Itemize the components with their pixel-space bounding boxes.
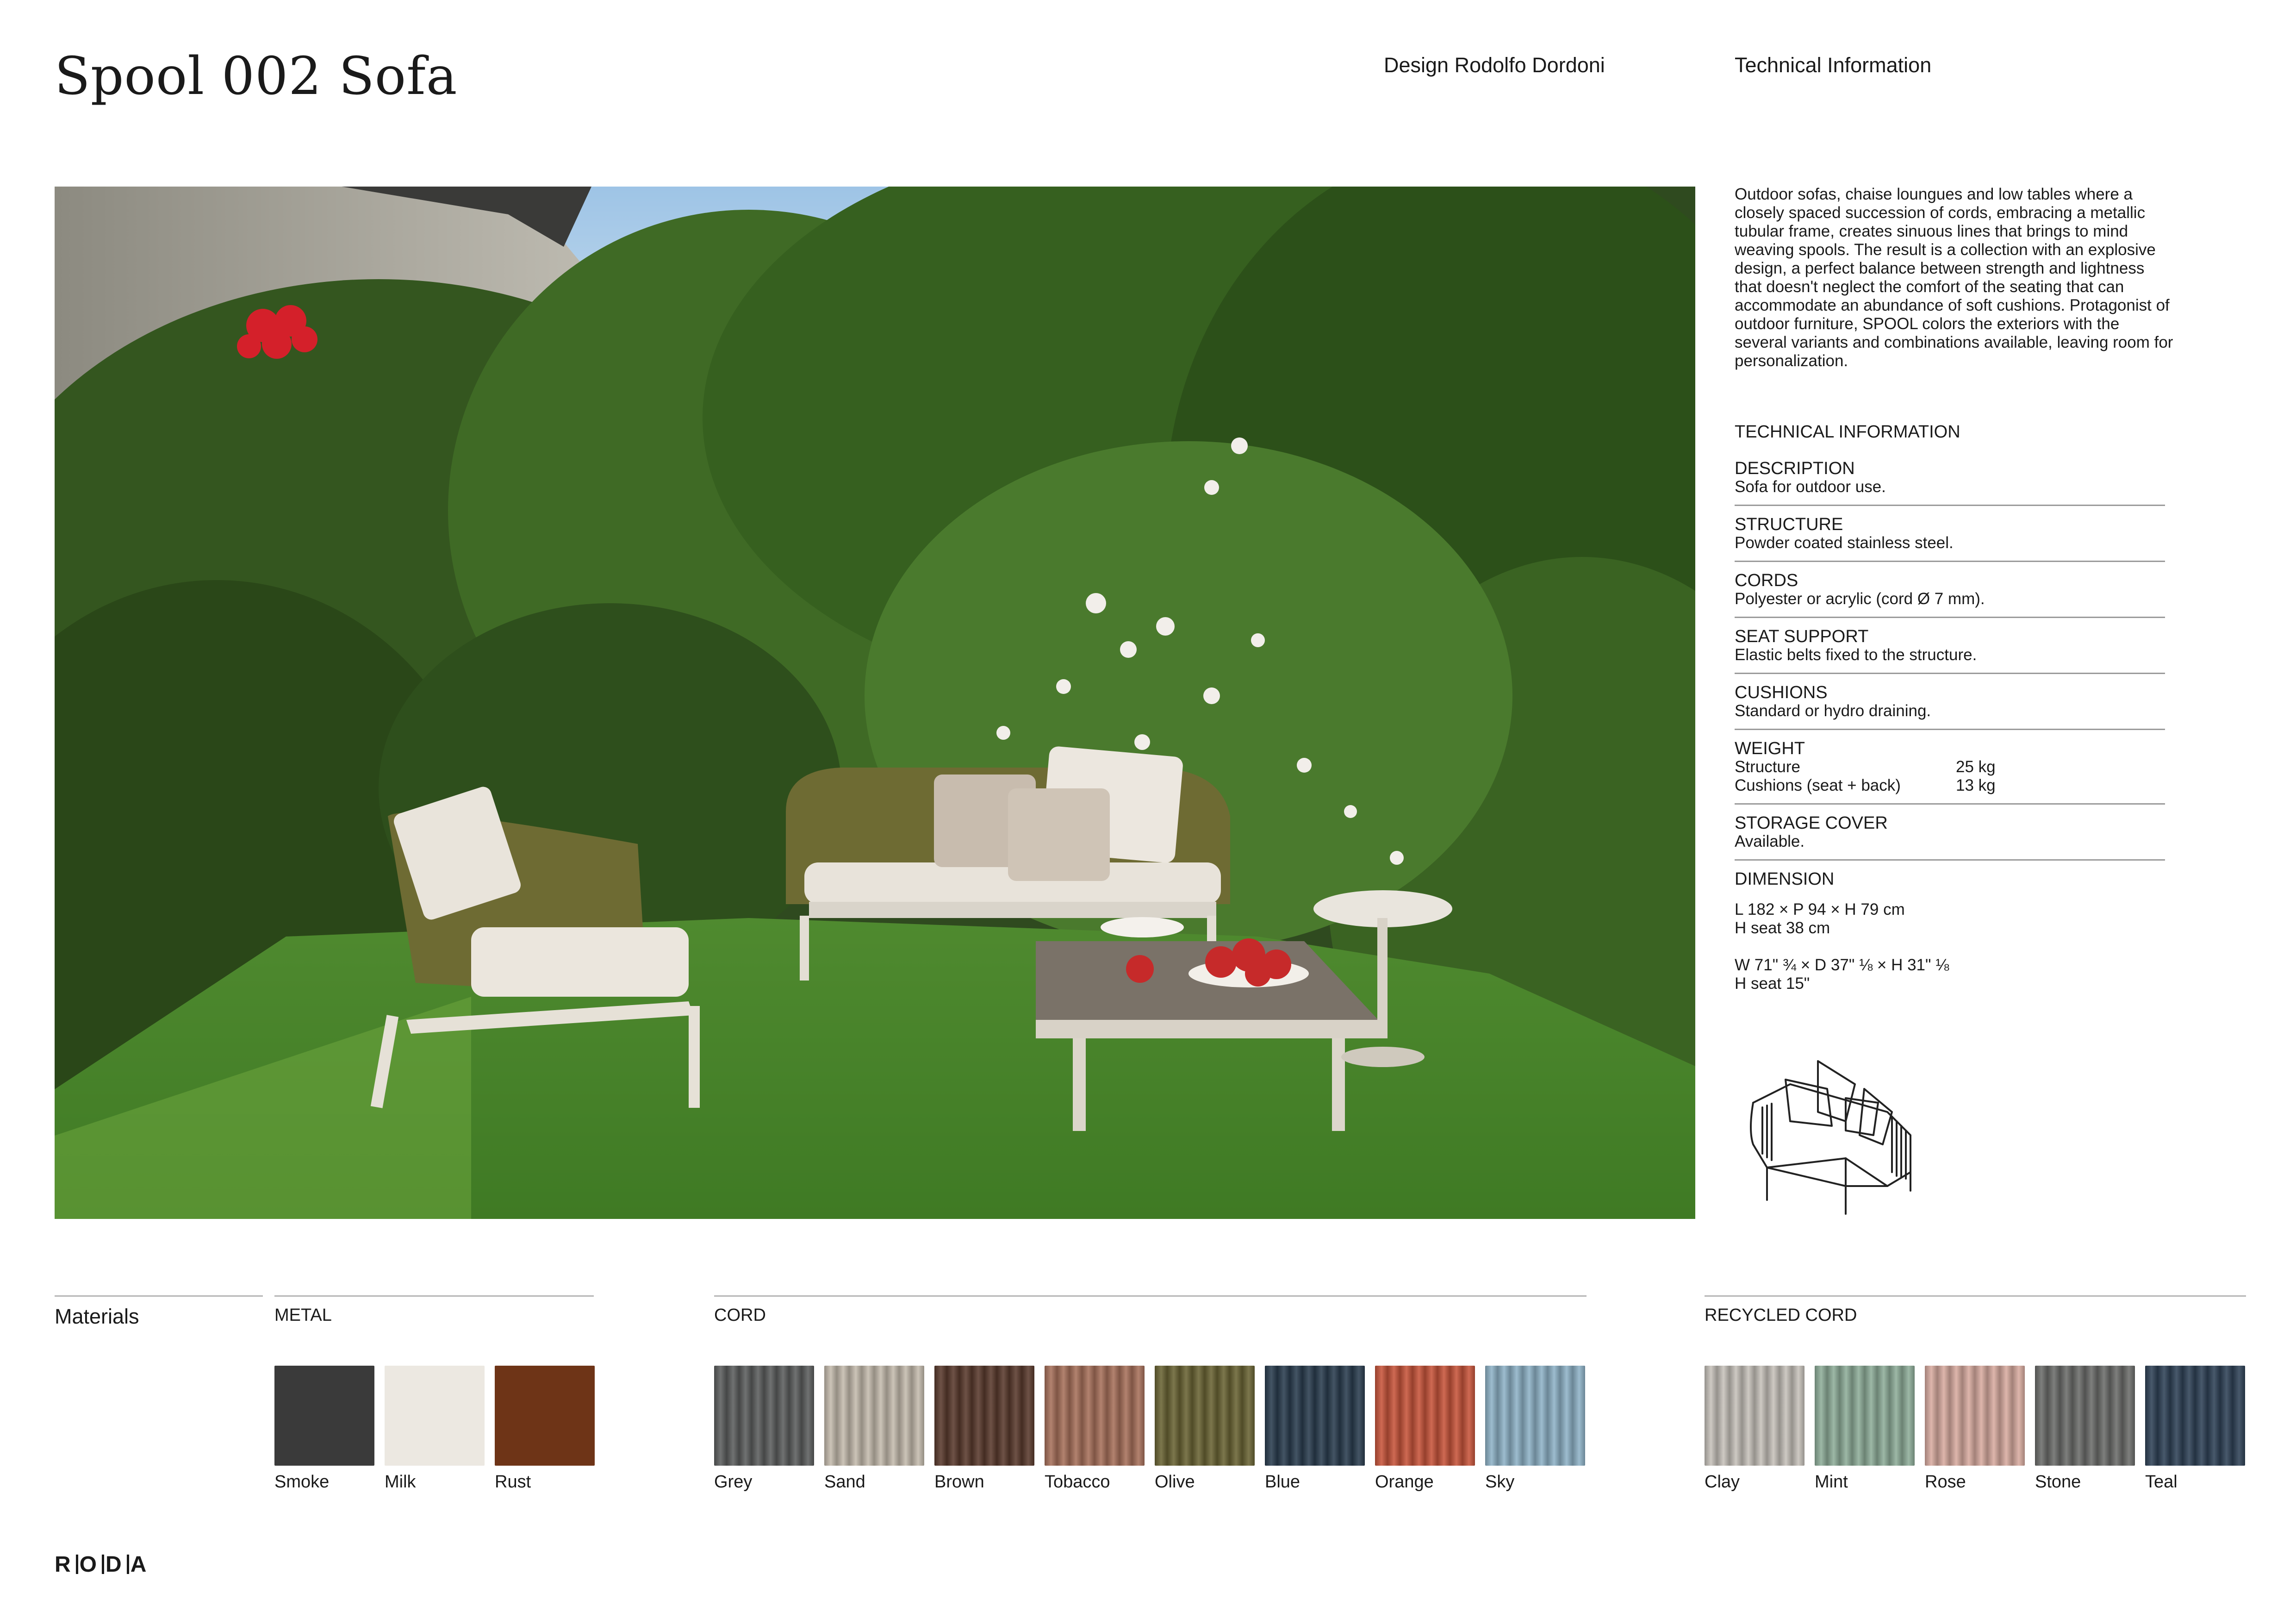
- spec-value: Sofa for outdoor use.: [1735, 478, 1886, 496]
- swatch-tobacco: [1045, 1366, 1145, 1492]
- swatch-chip: [934, 1366, 1034, 1466]
- swatch-mint: [1815, 1366, 1915, 1492]
- logo-separator: [76, 1555, 78, 1574]
- spec-label: DESCRIPTION: [1735, 459, 1855, 478]
- dim-line: W 71" ¾ × D 37" ⅛ × H 31" ⅛: [1735, 956, 1949, 974]
- spec-label: CUSHIONS: [1735, 683, 1828, 702]
- swatch-chip: [1485, 1366, 1585, 1466]
- dim-line: L 182 × P 94 × H 79 cm: [1735, 900, 1905, 918]
- swatch-chip: [2145, 1366, 2245, 1466]
- logo-letter: R: [55, 1552, 75, 1577]
- metal-title: METAL: [274, 1305, 332, 1325]
- spec-value: Elastic belts fixed to the structure.: [1735, 646, 1977, 664]
- dim-line: H seat 38 cm: [1735, 919, 1830, 937]
- swatch-chip: [1045, 1366, 1145, 1466]
- technical-information-title: TECHNICAL INFORMATION: [1735, 422, 1960, 442]
- spec-value: Available.: [1735, 832, 1805, 850]
- swatch-teal: [2145, 1366, 2245, 1492]
- designer-credit: Design Rodolfo Dordoni: [1384, 53, 1605, 77]
- swatch-chip: [1375, 1366, 1475, 1466]
- cord-swatches: [714, 1366, 1585, 1492]
- metal-swatches: [274, 1366, 595, 1492]
- spec-value: Standard or hydro draining.: [1735, 702, 1931, 720]
- sofa-line-drawing: [1735, 1047, 1920, 1235]
- spec-label: CORDS: [1735, 571, 1798, 590]
- recycled-cord-swatches: [1705, 1366, 2245, 1492]
- swatch-rust: [495, 1366, 595, 1492]
- product-description: Outdoor sofas, chaise loungues and low tables where a closely spaced succession of cords, embracing a metallic tubular frame, creates sinuous lines that brings to mind weaving spools. The result is a collection with an explosive design, a perfect balance between strength and lightness that doesn't neglect the comfort of the seating that can accommodate an abundance of soft cushions. Protagonist of outdoor furniture, SPOOL colors the exteriors with the several variants and combinations available, leaving room for personalization.: [1735, 185, 2173, 370]
- spec-cushions: [1735, 683, 2165, 730]
- roda-logo: [55, 1552, 150, 1577]
- spec-description: [1735, 459, 2165, 506]
- spec-cords: [1735, 571, 2165, 618]
- spec-label: STRUCTURE: [1735, 515, 1843, 534]
- swatch-label: Tobacco: [1045, 1472, 1110, 1492]
- spec-label: WEIGHT: [1735, 739, 1805, 758]
- swatch-chip: [1815, 1366, 1915, 1466]
- logo-letter: A: [130, 1552, 150, 1577]
- swatch-milk: [385, 1366, 485, 1492]
- swatch-clay: [1705, 1366, 1804, 1492]
- swatch-chip: [1925, 1366, 2025, 1466]
- swatch-chip: [495, 1366, 595, 1466]
- materials-rule: [55, 1295, 263, 1297]
- swatch-chip: [1265, 1366, 1365, 1466]
- spec-list: [1735, 459, 2165, 1011]
- swatch-label: Orange: [1375, 1472, 1434, 1492]
- swatch-blue: [1265, 1366, 1365, 1492]
- swatch-orange: [1375, 1366, 1475, 1492]
- logo-separator: [102, 1555, 104, 1574]
- spec-value: Polyester or acrylic (cord Ø 7 mm).: [1735, 590, 1985, 608]
- page-title: Spool 002 Sofa: [55, 46, 458, 106]
- swatch-label: Milk: [385, 1472, 416, 1492]
- swatch-smoke: [274, 1366, 374, 1492]
- dimensions-metric: [1735, 900, 2165, 937]
- swatch-chip: [274, 1366, 374, 1466]
- swatch-stone: [2035, 1366, 2135, 1492]
- spec-weight: [1735, 739, 2165, 805]
- spec-value: Powder coated stainless steel.: [1735, 534, 1954, 552]
- weight-value: 25 kg: [1956, 758, 1996, 776]
- product-photo: [55, 187, 1695, 1219]
- swatch-label: Grey: [714, 1472, 753, 1492]
- swatch-label: Smoke: [274, 1472, 330, 1492]
- dimensions-imperial: [1735, 956, 2165, 993]
- swatch-label: Teal: [2145, 1472, 2178, 1492]
- weight-key: Structure: [1735, 758, 1800, 776]
- materials-title: Materials: [55, 1305, 139, 1328]
- swatch-label: Rust: [495, 1472, 531, 1492]
- swatch-chip: [385, 1366, 485, 1466]
- swatch-label: Sky: [1485, 1472, 1515, 1492]
- metal-rule: [274, 1295, 594, 1297]
- dim-line: H seat 15": [1735, 974, 1810, 993]
- spec-dimension: [1735, 870, 2165, 1001]
- swatch-label: Clay: [1705, 1472, 1740, 1492]
- spec-storage-cover: [1735, 814, 2165, 861]
- recycled-cord-title: RECYCLED CORD: [1705, 1305, 1857, 1325]
- weight-row: [1735, 758, 2165, 776]
- cord-rule: [714, 1295, 1587, 1297]
- spec-structure: [1735, 515, 2165, 562]
- swatch-label: Brown: [934, 1472, 984, 1492]
- swatch-sky: [1485, 1366, 1585, 1492]
- swatch-label: Mint: [1815, 1472, 1848, 1492]
- spec-label: STORAGE COVER: [1735, 813, 1888, 833]
- weight-value: 13 kg: [1956, 776, 1996, 794]
- logo-letter: O: [79, 1552, 101, 1577]
- swatch-chip: [2035, 1366, 2135, 1466]
- technical-information-header: Technical Information: [1735, 53, 1932, 77]
- recycled-cord-rule: [1705, 1295, 2246, 1297]
- swatch-chip: [824, 1366, 924, 1466]
- swatch-grey: [714, 1366, 814, 1492]
- spec-seat-support: [1735, 627, 2165, 674]
- swatch-chip: [1155, 1366, 1255, 1466]
- swatch-label: Rose: [1925, 1472, 1966, 1492]
- swatch-chip: [1705, 1366, 1804, 1466]
- swatch-label: Stone: [2035, 1472, 2081, 1492]
- logo-letter: D: [106, 1552, 125, 1577]
- weight-row: [1735, 776, 2165, 795]
- swatch-label: Olive: [1155, 1472, 1195, 1492]
- swatch-olive: [1155, 1366, 1255, 1492]
- spec-label: DIMENSION: [1735, 869, 1835, 889]
- swatch-label: Sand: [824, 1472, 865, 1492]
- swatch-rose: [1925, 1366, 2025, 1492]
- spec-label: SEAT SUPPORT: [1735, 627, 1869, 646]
- swatch-sand: [824, 1366, 924, 1492]
- swatch-brown: [934, 1366, 1034, 1492]
- swatch-chip: [714, 1366, 814, 1466]
- swatch-label: Blue: [1265, 1472, 1300, 1492]
- cord-title: CORD: [714, 1305, 766, 1325]
- weight-key: Cushions (seat + back): [1735, 776, 1901, 794]
- logo-separator: [127, 1555, 129, 1574]
